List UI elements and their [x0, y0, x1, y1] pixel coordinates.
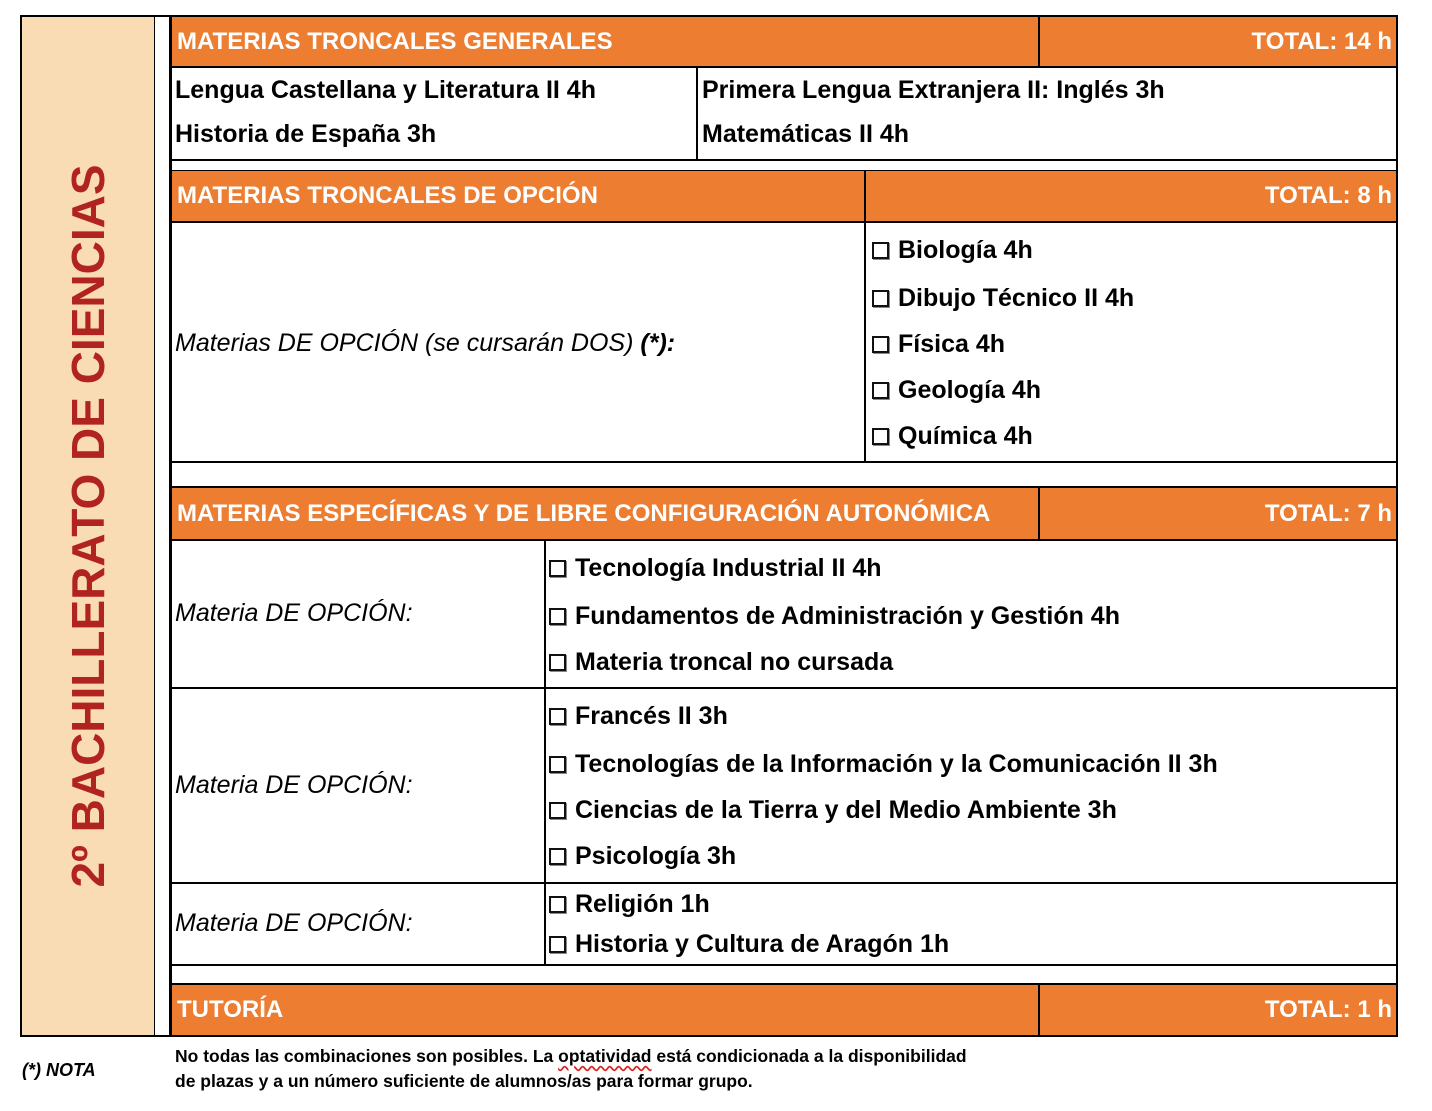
- note-label: (*) NOTA: [22, 1060, 96, 1080]
- checkbox-icon[interactable]: [549, 560, 566, 577]
- subject-item: Historia de España 3h: [175, 120, 437, 148]
- checkbox-icon[interactable]: [549, 654, 566, 671]
- subject-item: Primera Lengua Extranjera II: Inglés 3h: [702, 76, 1165, 104]
- option-biologia[interactable]: [872, 236, 1033, 265]
- option-label: Fundamentos de Administración y Gestión 4h: [575, 602, 1120, 630]
- option-label-text: Materias DE OPCIÓN (se cursarán DOS): [175, 329, 634, 357]
- side-title-wrap: [20, 15, 156, 1037]
- option-fundamentos-administracion[interactable]: [549, 602, 1120, 631]
- note-line-2: de plazas y a un número suficiente de alumnos/as para formar grupo.: [175, 1071, 753, 1091]
- checkbox-icon[interactable]: [872, 382, 889, 399]
- checkbox-icon[interactable]: [549, 708, 566, 725]
- column-gap: [155, 15, 171, 1037]
- checkbox-icon[interactable]: [872, 290, 889, 307]
- note-text: No todas las combinaciones son posibles. La: [175, 1046, 559, 1066]
- divider: [172, 882, 1396, 884]
- option-label: Biología 4h: [898, 236, 1033, 264]
- option-tecnologia-industrial[interactable]: [549, 554, 882, 583]
- section-title: MATERIAS TRONCALES GENERALES: [177, 27, 613, 55]
- option-label: Francés II 3h: [575, 702, 728, 730]
- section-total-troncales-generales: [1038, 17, 1396, 68]
- subject-item: Lengua Castellana y Literatura II 4h: [175, 76, 596, 104]
- option-materia-troncal-no-cursada[interactable]: [549, 648, 893, 677]
- total-label: TOTAL: 14 h: [1251, 27, 1392, 55]
- divider: [172, 964, 1396, 966]
- checkbox-icon[interactable]: [549, 802, 566, 819]
- option-geologia[interactable]: [872, 376, 1041, 405]
- checkbox-icon[interactable]: [549, 756, 566, 773]
- section-title: TUTORÍA: [177, 996, 284, 1023]
- checkbox-icon[interactable]: [872, 336, 889, 353]
- option-ciencias-tierra[interactable]: [549, 796, 1117, 825]
- note-line-1: [175, 1044, 967, 1069]
- option-label-suffix: (*):: [640, 329, 676, 357]
- checkbox-icon[interactable]: [872, 428, 889, 445]
- section-total-troncales-opcion: [864, 171, 1396, 223]
- section-title: MATERIAS TRONCALES DE OPCIÓN: [177, 182, 598, 209]
- option-label: Materia troncal no cursada: [575, 648, 894, 676]
- divider: [864, 221, 866, 463]
- total-label: TOTAL: 8 h: [1264, 182, 1392, 209]
- divider: [696, 66, 698, 161]
- option-quimica[interactable]: [872, 422, 1033, 451]
- section-header-troncales-opcion: [172, 171, 866, 223]
- section-header-tutoria: [172, 985, 1040, 1035]
- option-label: Religión 1h: [575, 890, 710, 918]
- option-label: Historia y Cultura de Aragón 1h: [575, 930, 950, 958]
- option-label: Física 4h: [898, 330, 1005, 358]
- section-title: MATERIAS ESPECÍFICAS Y DE LIBRE CONFIGURACIÓN AUTONÓMICA: [177, 499, 991, 527]
- option-label: Psicología 3h: [575, 842, 737, 870]
- total-label: TOTAL: 1 h: [1264, 996, 1392, 1023]
- checkbox-icon[interactable]: [549, 848, 566, 865]
- option-label: Geología 4h: [898, 376, 1042, 404]
- option-group-label: Materia DE OPCIÓN:: [175, 771, 413, 799]
- option-historia-cultura-aragon[interactable]: [549, 930, 949, 959]
- section-header-troncales-generales: [172, 17, 1040, 68]
- option-label: Química 4h: [898, 422, 1033, 450]
- divider: [172, 687, 1396, 689]
- divider: [172, 461, 1396, 463]
- checkbox-icon[interactable]: [549, 896, 566, 913]
- option-group-label: Materia DE OPCIÓN:: [175, 909, 413, 937]
- divider: [172, 159, 1396, 161]
- option-label: Tecnologías de la Información y la Comunicación II 3h: [575, 750, 1218, 778]
- checkbox-icon[interactable]: [549, 608, 566, 625]
- option-group-label: Materia DE OPCIÓN:: [175, 599, 413, 627]
- option-label: Ciencias de la Tierra y del Medio Ambiente 3h: [575, 796, 1117, 824]
- option-fisica[interactable]: [872, 330, 1005, 359]
- option-dibujo-tecnico[interactable]: [872, 284, 1134, 313]
- option-religion[interactable]: [549, 890, 710, 919]
- note-text: está condicionada a la disponibilidad: [651, 1046, 967, 1066]
- side-title: 2º BACHILLERATO DE CIENCIAS: [62, 164, 114, 888]
- option-label: Tecnología Industrial II 4h: [575, 554, 882, 582]
- divider: [544, 540, 546, 966]
- option-label: Dibujo Técnico II 4h: [898, 284, 1135, 312]
- option-psicologia[interactable]: [549, 842, 736, 871]
- spellcheck-flagged-word[interactable]: optatividad: [558, 1046, 652, 1066]
- option-tic[interactable]: [549, 750, 1218, 779]
- option-group-label: [175, 329, 675, 358]
- option-frances[interactable]: [549, 702, 728, 731]
- section-total-tutoria: [1038, 985, 1396, 1035]
- subject-item: Matemáticas II 4h: [702, 120, 910, 148]
- checkbox-icon[interactable]: [872, 242, 889, 259]
- section-total-especificas: [1038, 488, 1396, 541]
- section-header-especificas: [172, 488, 1040, 541]
- total-label: TOTAL: 7 h: [1264, 499, 1392, 527]
- checkbox-icon[interactable]: [549, 936, 566, 953]
